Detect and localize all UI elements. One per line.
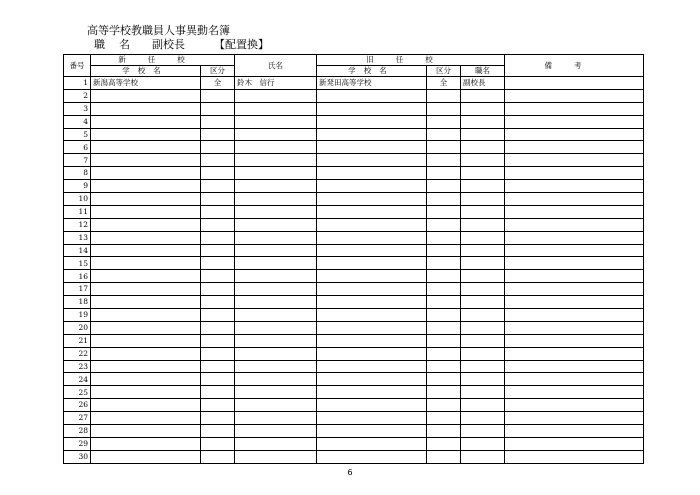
table-row xyxy=(64,309,644,322)
remarks-cell xyxy=(505,180,644,193)
person-name-cell xyxy=(235,334,317,347)
person-name-cell xyxy=(235,450,317,463)
row-number-cell: 14 xyxy=(64,244,91,257)
table-row xyxy=(64,89,644,102)
remarks-cell xyxy=(505,77,644,90)
new-school-name-cell xyxy=(91,244,201,257)
remarks-cell xyxy=(505,193,644,206)
new-school-name-cell xyxy=(91,102,201,115)
new-school-name-cell xyxy=(91,89,201,102)
person-name-cell xyxy=(235,102,317,115)
new-school-division-cell xyxy=(201,360,235,373)
new-school-name-cell xyxy=(91,347,201,360)
remarks-cell xyxy=(505,360,644,373)
new-school-division-cell xyxy=(201,399,235,412)
remarks-cell xyxy=(505,412,644,425)
former-position-cell xyxy=(461,205,505,218)
row-number-cell: 24 xyxy=(64,373,91,386)
former-school-division-cell xyxy=(427,386,461,399)
former-school-name-cell xyxy=(317,244,427,257)
person-name-cell xyxy=(235,231,317,244)
former-position-cell xyxy=(461,218,505,231)
change-type: 【配置換】 xyxy=(214,38,269,51)
remarks-cell xyxy=(505,373,644,386)
header-person-name: 氏名 xyxy=(235,55,317,77)
table-row xyxy=(64,373,644,386)
former-school-division-cell xyxy=(427,205,461,218)
row-number-cell: 26 xyxy=(64,399,91,412)
former-school-name-cell xyxy=(317,257,427,270)
table-row xyxy=(64,244,644,257)
former-position-cell xyxy=(461,425,505,438)
personnel-roster-table xyxy=(63,54,644,464)
table-row xyxy=(64,425,644,438)
new-school-division-cell xyxy=(201,205,235,218)
new-school-name-cell xyxy=(91,386,201,399)
row-number-cell: 18 xyxy=(64,296,91,309)
former-school-division-cell xyxy=(427,115,461,128)
remarks-cell xyxy=(505,102,644,115)
position-label: 職名 xyxy=(94,38,144,51)
former-school-name-cell xyxy=(317,360,427,373)
new-school-name-cell xyxy=(91,193,201,206)
former-school-name-cell xyxy=(317,89,427,102)
remarks-cell xyxy=(505,347,644,360)
former-position-cell xyxy=(461,412,505,425)
row-number-cell: 27 xyxy=(64,412,91,425)
row-number-cell: 12 xyxy=(64,218,91,231)
former-school-name-cell xyxy=(317,412,427,425)
former-school-division-cell xyxy=(427,412,461,425)
former-position-cell: 副校長 xyxy=(461,77,505,90)
table-row xyxy=(64,218,644,231)
row-number-cell: 3 xyxy=(64,102,91,115)
person-name-cell xyxy=(235,412,317,425)
new-school-name-cell xyxy=(91,270,201,283)
table-row xyxy=(64,360,644,373)
remarks-cell xyxy=(505,205,644,218)
new-school-name-cell xyxy=(91,218,201,231)
person-name-cell xyxy=(235,141,317,154)
former-position-cell xyxy=(461,347,505,360)
table-row xyxy=(64,102,644,115)
row-number-cell: 16 xyxy=(64,270,91,283)
former-position-cell xyxy=(461,283,505,296)
former-position-cell xyxy=(461,89,505,102)
table-row xyxy=(64,334,644,347)
remarks-cell xyxy=(505,321,644,334)
person-name-cell xyxy=(235,167,317,180)
new-school-division-cell xyxy=(201,412,235,425)
person-name-cell xyxy=(235,180,317,193)
former-school-division-cell xyxy=(427,360,461,373)
person-name-cell xyxy=(235,437,317,450)
row-number-cell: 10 xyxy=(64,193,91,206)
new-school-division-cell xyxy=(201,102,235,115)
remarks-cell xyxy=(505,386,644,399)
new-school-division-cell xyxy=(201,244,235,257)
former-position-cell xyxy=(461,296,505,309)
new-school-division-cell xyxy=(201,296,235,309)
former-school-division-cell xyxy=(427,128,461,141)
former-position-cell xyxy=(461,270,505,283)
new-school-name-cell xyxy=(91,321,201,334)
new-school-division-cell xyxy=(201,309,235,322)
new-school-name-cell xyxy=(91,231,201,244)
former-position-cell xyxy=(461,321,505,334)
row-number-cell: 20 xyxy=(64,321,91,334)
roster-body xyxy=(64,77,644,464)
former-school-division-cell xyxy=(427,89,461,102)
former-school-name-cell xyxy=(317,180,427,193)
former-school-name-cell xyxy=(317,141,427,154)
former-position-cell xyxy=(461,128,505,141)
row-number-cell: 19 xyxy=(64,309,91,322)
former-school-name-cell xyxy=(317,347,427,360)
former-school-division-cell xyxy=(427,347,461,360)
person-name-cell xyxy=(235,321,317,334)
former-position-cell xyxy=(461,193,505,206)
former-position-cell xyxy=(461,167,505,180)
former-school-division-cell xyxy=(427,167,461,180)
new-school-name-cell xyxy=(91,437,201,450)
table-row xyxy=(64,283,644,296)
former-school-name-cell xyxy=(317,450,427,463)
former-school-division-cell xyxy=(427,218,461,231)
table-row xyxy=(64,321,644,334)
former-school-name-cell xyxy=(317,218,427,231)
former-school-division-cell xyxy=(427,154,461,167)
table-row xyxy=(64,412,644,425)
former-school-division-cell xyxy=(427,450,461,463)
former-position-cell xyxy=(461,102,505,115)
remarks-cell xyxy=(505,141,644,154)
person-name-cell xyxy=(235,399,317,412)
person-name-cell: 鈴木 信行 xyxy=(235,77,317,90)
row-number-cell: 4 xyxy=(64,115,91,128)
new-school-division-cell xyxy=(201,218,235,231)
table-row xyxy=(64,399,644,412)
position-value: 副校長 xyxy=(152,38,185,51)
table-row xyxy=(64,180,644,193)
new-school-division-cell xyxy=(201,180,235,193)
former-position-cell xyxy=(461,386,505,399)
former-school-division-cell: 全 xyxy=(427,77,461,90)
former-school-division-cell xyxy=(427,257,461,270)
new-school-name-cell xyxy=(91,334,201,347)
table-row xyxy=(64,296,644,309)
header-new-school-division: 区分 xyxy=(201,66,235,77)
new-school-division-cell xyxy=(201,231,235,244)
row-number-cell: 11 xyxy=(64,205,91,218)
row-number-cell: 28 xyxy=(64,425,91,438)
row-number-cell: 8 xyxy=(64,167,91,180)
new-school-division-cell: 全 xyxy=(201,77,235,90)
former-school-division-cell xyxy=(427,373,461,386)
header-number: 番号 xyxy=(64,55,91,77)
former-school-division-cell xyxy=(427,309,461,322)
new-school-name-cell: 新潟高等学校 xyxy=(91,77,201,90)
former-position-cell xyxy=(461,309,505,322)
remarks-cell xyxy=(505,154,644,167)
former-school-name-cell xyxy=(317,270,427,283)
new-school-division-cell xyxy=(201,321,235,334)
table-row xyxy=(64,154,644,167)
table-row xyxy=(64,450,644,463)
former-school-division-cell xyxy=(427,180,461,193)
former-school-division-cell xyxy=(427,231,461,244)
former-school-division-cell xyxy=(427,296,461,309)
remarks-cell xyxy=(505,231,644,244)
new-school-division-cell xyxy=(201,115,235,128)
former-school-name-cell xyxy=(317,193,427,206)
remarks-cell xyxy=(505,425,644,438)
new-school-name-cell xyxy=(91,167,201,180)
header-former-school-name: 学校名 xyxy=(317,66,427,77)
new-school-division-cell xyxy=(201,141,235,154)
new-school-name-cell xyxy=(91,296,201,309)
row-number-cell: 1 xyxy=(64,77,91,90)
person-name-cell xyxy=(235,283,317,296)
new-school-name-cell xyxy=(91,205,201,218)
former-position-cell xyxy=(461,115,505,128)
remarks-cell xyxy=(505,399,644,412)
header-former-position: 職名 xyxy=(461,66,505,77)
header-remarks: 備考 xyxy=(505,55,644,77)
new-school-division-cell xyxy=(201,373,235,386)
former-school-name-cell xyxy=(317,321,427,334)
remarks-cell xyxy=(505,437,644,450)
table-row xyxy=(64,257,644,270)
table-row xyxy=(64,347,644,360)
former-position-cell xyxy=(461,373,505,386)
row-number-cell: 25 xyxy=(64,386,91,399)
remarks-cell xyxy=(505,309,644,322)
person-name-cell xyxy=(235,218,317,231)
former-school-name-cell xyxy=(317,167,427,180)
new-school-name-cell xyxy=(91,360,201,373)
former-position-cell xyxy=(461,257,505,270)
former-school-name-cell xyxy=(317,115,427,128)
new-school-name-cell xyxy=(91,257,201,270)
new-school-division-cell xyxy=(201,128,235,141)
new-school-division-cell xyxy=(201,154,235,167)
former-position-cell xyxy=(461,450,505,463)
person-name-cell xyxy=(235,347,317,360)
former-school-division-cell xyxy=(427,102,461,115)
former-school-name-cell xyxy=(317,309,427,322)
former-position-cell xyxy=(461,141,505,154)
remarks-cell xyxy=(505,450,644,463)
former-school-name-cell xyxy=(317,154,427,167)
former-school-division-cell xyxy=(427,283,461,296)
new-school-name-cell xyxy=(91,115,201,128)
table-row xyxy=(64,115,644,128)
new-school-division-cell xyxy=(201,167,235,180)
new-school-division-cell xyxy=(201,283,235,296)
new-school-name-cell xyxy=(91,309,201,322)
remarks-cell xyxy=(505,115,644,128)
remarks-cell xyxy=(505,89,644,102)
former-school-name-cell xyxy=(317,231,427,244)
former-school-name-cell xyxy=(317,296,427,309)
row-number-cell: 5 xyxy=(64,128,91,141)
former-school-name-cell xyxy=(317,205,427,218)
table-row xyxy=(64,193,644,206)
former-school-division-cell xyxy=(427,321,461,334)
person-name-cell xyxy=(235,270,317,283)
table-row xyxy=(64,167,644,180)
former-school-division-cell xyxy=(427,399,461,412)
header-former-school-group: 旧任校 xyxy=(317,55,505,66)
former-school-name-cell xyxy=(317,102,427,115)
new-school-name-cell xyxy=(91,450,201,463)
new-school-name-cell xyxy=(91,180,201,193)
person-name-cell xyxy=(235,360,317,373)
person-name-cell xyxy=(235,89,317,102)
new-school-division-cell xyxy=(201,193,235,206)
remarks-cell xyxy=(505,167,644,180)
former-school-name-cell xyxy=(317,373,427,386)
new-school-division-cell xyxy=(201,257,235,270)
new-school-name-cell xyxy=(91,141,201,154)
row-number-cell: 30 xyxy=(64,450,91,463)
new-school-division-cell xyxy=(201,437,235,450)
new-school-name-cell xyxy=(91,425,201,438)
new-school-name-cell xyxy=(91,412,201,425)
new-school-division-cell xyxy=(201,347,235,360)
former-position-cell xyxy=(461,180,505,193)
new-school-division-cell xyxy=(201,450,235,463)
table-row xyxy=(64,437,644,450)
former-position-cell xyxy=(461,231,505,244)
new-school-division-cell xyxy=(201,270,235,283)
person-name-cell xyxy=(235,257,317,270)
person-name-cell xyxy=(235,205,317,218)
new-school-name-cell xyxy=(91,283,201,296)
row-number-cell: 15 xyxy=(64,257,91,270)
former-position-cell xyxy=(461,334,505,347)
person-name-cell xyxy=(235,309,317,322)
page-number: 6 xyxy=(347,468,353,477)
new-school-division-cell xyxy=(201,386,235,399)
row-number-cell: 9 xyxy=(64,180,91,193)
person-name-cell xyxy=(235,128,317,141)
new-school-division-cell xyxy=(201,89,235,102)
remarks-cell xyxy=(505,296,644,309)
table-row xyxy=(64,386,644,399)
new-school-division-cell xyxy=(201,425,235,438)
former-school-name-cell xyxy=(317,425,427,438)
row-number-cell: 6 xyxy=(64,141,91,154)
document-title: 高等学校教職員人事異動名簿 xyxy=(87,24,230,37)
person-name-cell xyxy=(235,154,317,167)
table-row xyxy=(64,270,644,283)
row-number-cell: 21 xyxy=(64,334,91,347)
row-number-cell: 22 xyxy=(64,347,91,360)
table-row xyxy=(64,231,644,244)
former-school-name-cell xyxy=(317,437,427,450)
former-school-division-cell xyxy=(427,141,461,154)
table-row xyxy=(64,205,644,218)
remarks-cell xyxy=(505,283,644,296)
row-number-cell: 29 xyxy=(64,437,91,450)
new-school-division-cell xyxy=(201,334,235,347)
former-school-division-cell xyxy=(427,425,461,438)
header-new-school-group: 新任校 xyxy=(91,55,235,66)
person-name-cell xyxy=(235,386,317,399)
row-number-cell: 7 xyxy=(64,154,91,167)
remarks-cell xyxy=(505,270,644,283)
new-school-name-cell xyxy=(91,154,201,167)
former-school-division-cell xyxy=(427,437,461,450)
former-school-division-cell xyxy=(427,244,461,257)
former-school-division-cell xyxy=(427,193,461,206)
table-row xyxy=(64,141,644,154)
remarks-cell xyxy=(505,244,644,257)
former-position-cell xyxy=(461,399,505,412)
person-name-cell xyxy=(235,244,317,257)
remarks-cell xyxy=(505,334,644,347)
header-new-school-name: 学校名 xyxy=(91,66,201,77)
former-school-name-cell xyxy=(317,334,427,347)
former-position-cell xyxy=(461,437,505,450)
former-position-cell xyxy=(461,360,505,373)
former-school-division-cell xyxy=(427,270,461,283)
header-former-school-division: 区分 xyxy=(427,66,461,77)
former-school-name-cell xyxy=(317,283,427,296)
former-school-name-cell xyxy=(317,128,427,141)
person-name-cell xyxy=(235,296,317,309)
remarks-cell xyxy=(505,257,644,270)
new-school-name-cell xyxy=(91,373,201,386)
row-number-cell: 13 xyxy=(64,231,91,244)
person-name-cell xyxy=(235,115,317,128)
row-number-cell: 23 xyxy=(64,360,91,373)
former-school-name-cell: 新発田高等学校 xyxy=(317,77,427,90)
person-name-cell xyxy=(235,373,317,386)
new-school-name-cell xyxy=(91,128,201,141)
former-school-name-cell xyxy=(317,386,427,399)
person-name-cell xyxy=(235,425,317,438)
table-row xyxy=(64,77,644,90)
header-row-group xyxy=(64,55,644,66)
remarks-cell xyxy=(505,218,644,231)
row-number-cell: 17 xyxy=(64,283,91,296)
person-name-cell xyxy=(235,193,317,206)
new-school-name-cell xyxy=(91,399,201,412)
row-number-cell: 2 xyxy=(64,89,91,102)
former-school-division-cell xyxy=(427,334,461,347)
former-position-cell xyxy=(461,244,505,257)
former-position-cell xyxy=(461,154,505,167)
former-school-name-cell xyxy=(317,399,427,412)
remarks-cell xyxy=(505,128,644,141)
table-row xyxy=(64,128,644,141)
